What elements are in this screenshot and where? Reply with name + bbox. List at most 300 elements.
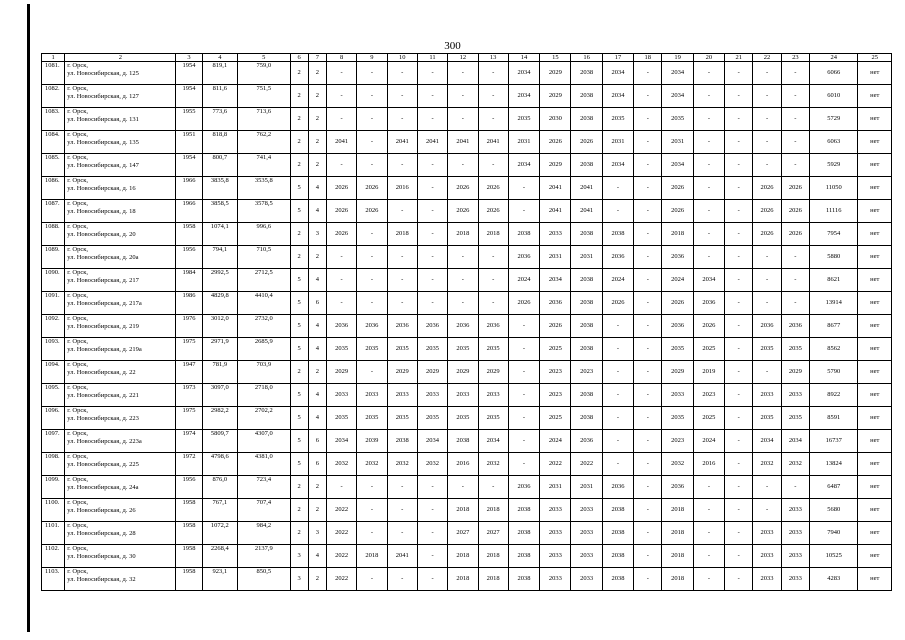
- address-street: ул. Новосибирская, д. 219а: [67, 345, 142, 353]
- table-cell: -: [725, 522, 753, 545]
- table-row: [42, 499, 892, 522]
- table-cell: -: [602, 407, 633, 430]
- table-cell: 5929: [809, 154, 858, 177]
- table-cell: нет: [858, 62, 892, 85]
- table-row: [42, 568, 892, 591]
- page-number: 300: [444, 40, 461, 52]
- column-number: 25: [858, 54, 892, 62]
- column-number: 20: [693, 54, 724, 62]
- table-cell: -: [693, 499, 724, 522]
- table-cell: 3535,8: [238, 177, 291, 200]
- address-street: ул. Новосибирская, д. 32: [67, 575, 136, 583]
- address-street: ул. Новосибирская, д. 20: [67, 230, 136, 238]
- table-cell: 2035: [602, 108, 633, 131]
- table-cell: 2026: [326, 200, 356, 223]
- table-cell: 2: [290, 108, 308, 131]
- table-cell: -: [508, 407, 539, 430]
- table-cell: 2036: [508, 476, 539, 499]
- column-number: 14: [508, 54, 539, 62]
- column-number: 5: [238, 54, 291, 62]
- table-cell: 2034: [508, 62, 539, 85]
- table-cell: -: [634, 131, 662, 154]
- table-cell: -: [326, 269, 356, 292]
- table-cell: -: [508, 453, 539, 476]
- table-cell: -: [753, 85, 781, 108]
- table-cell: 2031: [540, 476, 571, 499]
- table-cell: 781,9: [202, 361, 237, 384]
- table-cell: 710,5: [238, 246, 291, 269]
- table-cell: -: [693, 476, 724, 499]
- table-cell: 2038: [571, 407, 602, 430]
- table-cell: 10525: [809, 545, 858, 568]
- table-cell: -: [634, 430, 662, 453]
- table-cell: 2: [308, 131, 326, 154]
- table-cell: 2038: [602, 522, 633, 545]
- row-number: 1083.: [42, 108, 65, 131]
- table-cell: -: [781, 131, 809, 154]
- table-cell: 1975: [176, 338, 202, 361]
- table-cell: -: [508, 384, 539, 407]
- table-cell: 2038: [571, 384, 602, 407]
- table-cell: нет: [858, 154, 892, 177]
- table-cell: -: [753, 269, 781, 292]
- table-cell: 2018: [478, 499, 508, 522]
- table-cell: 13824: [809, 453, 858, 476]
- address-city: г. Орск,: [67, 200, 89, 207]
- table-cell: -: [448, 85, 478, 108]
- table-cell: -: [781, 154, 809, 177]
- table-cell: 2036: [326, 315, 356, 338]
- housing-register-table: [41, 53, 892, 591]
- table-row: [42, 407, 892, 430]
- table-cell: 2034: [693, 269, 724, 292]
- table-cell: -: [478, 292, 508, 315]
- address-street: ул. Новосибирская, д. 16: [67, 184, 136, 192]
- table-cell: 2: [308, 62, 326, 85]
- table-cell: 2034: [602, 62, 633, 85]
- table-cell: 2026: [662, 292, 693, 315]
- column-number: 1: [42, 54, 65, 62]
- table-cell: 2971,9: [202, 338, 237, 361]
- table-cell: 7954: [809, 223, 858, 246]
- column-number: 11: [417, 54, 447, 62]
- address-cell: [65, 430, 176, 453]
- address-city: г. Орск,: [67, 269, 89, 276]
- table-cell: 4798,6: [202, 453, 237, 476]
- table-cell: 2022: [326, 545, 356, 568]
- table-cell: -: [357, 499, 387, 522]
- address-street: ул. Новосибирская, д. 18: [67, 207, 136, 215]
- table-cell: 2041: [387, 131, 417, 154]
- table-cell: -: [725, 108, 753, 131]
- column-number: 8: [326, 54, 356, 62]
- table-cell: 2033: [781, 568, 809, 591]
- table-cell: 2041: [571, 200, 602, 223]
- table-cell: 2026: [478, 200, 508, 223]
- table-cell: 2: [290, 522, 308, 545]
- table-cell: 2026: [448, 200, 478, 223]
- table-cell: 2: [290, 246, 308, 269]
- table-cell: 4: [308, 545, 326, 568]
- table-cell: 2032: [781, 453, 809, 476]
- table-cell: 5880: [809, 246, 858, 269]
- table-cell: 4829,8: [202, 292, 237, 315]
- table-cell: -: [634, 177, 662, 200]
- table-cell: -: [634, 108, 662, 131]
- address-street: ул. Новосибирская, д. 217а: [67, 299, 142, 307]
- table-cell: 767,1: [202, 499, 237, 522]
- table-cell: -: [634, 269, 662, 292]
- table-cell: 1955: [176, 108, 202, 131]
- table-cell: -: [387, 108, 417, 131]
- table-cell: -: [357, 269, 387, 292]
- table-cell: 2026: [478, 177, 508, 200]
- table-cell: 2036: [571, 430, 602, 453]
- table-cell: 2026: [662, 177, 693, 200]
- table-row: [42, 246, 892, 269]
- address-cell: [65, 545, 176, 568]
- column-number: 4: [202, 54, 237, 62]
- table-cell: 2: [290, 62, 308, 85]
- table-cell: нет: [858, 292, 892, 315]
- column-number: 13: [478, 54, 508, 62]
- table-cell: 2033: [781, 545, 809, 568]
- table-cell: 2036: [602, 476, 633, 499]
- table-row: [42, 269, 892, 292]
- table-row: [42, 131, 892, 154]
- row-number: 1090.: [42, 269, 65, 292]
- table-cell: 2035: [387, 338, 417, 361]
- table-cell: 2026: [357, 177, 387, 200]
- table-cell: 2033: [781, 499, 809, 522]
- table-cell: -: [781, 85, 809, 108]
- table-cell: -: [602, 384, 633, 407]
- table-cell: -: [448, 269, 478, 292]
- table-cell: 2268,4: [202, 545, 237, 568]
- table-cell: -: [634, 384, 662, 407]
- table-cell: 2038: [571, 154, 602, 177]
- table-cell: -: [508, 430, 539, 453]
- table-cell: 2: [290, 361, 308, 384]
- table-cell: 2702,2: [238, 407, 291, 430]
- table-cell: нет: [858, 108, 892, 131]
- table-cell: -: [417, 154, 447, 177]
- table-cell: 2029: [478, 361, 508, 384]
- table-cell: 2992,5: [202, 269, 237, 292]
- table-cell: -: [448, 476, 478, 499]
- address-cell: [65, 499, 176, 522]
- table-cell: 4: [308, 177, 326, 200]
- table-cell: 2038: [508, 223, 539, 246]
- table-cell: 2018: [662, 499, 693, 522]
- table-cell: 2038: [571, 85, 602, 108]
- table-cell: 4: [308, 338, 326, 361]
- table-cell: 2032: [326, 453, 356, 476]
- table-cell: -: [387, 269, 417, 292]
- table-cell: 8591: [809, 407, 858, 430]
- column-number: 12: [448, 54, 478, 62]
- table-cell: -: [725, 177, 753, 200]
- table-cell: 2: [308, 499, 326, 522]
- row-number: 1089.: [42, 246, 65, 269]
- table-cell: 2033: [478, 384, 508, 407]
- table-cell: 2038: [448, 430, 478, 453]
- table-cell: 2035: [357, 338, 387, 361]
- table-cell: 2025: [540, 338, 571, 361]
- table-cell: 2029: [540, 85, 571, 108]
- table-cell: нет: [858, 384, 892, 407]
- table-cell: 4283: [809, 568, 858, 591]
- address-city: г. Орск,: [67, 407, 89, 414]
- table-cell: 11050: [809, 177, 858, 200]
- table-cell: 1074,1: [202, 223, 237, 246]
- table-cell: -: [693, 177, 724, 200]
- table-cell: -: [753, 361, 781, 384]
- table-cell: нет: [858, 223, 892, 246]
- table-cell: 2039: [357, 430, 387, 453]
- table-cell: 2036: [662, 476, 693, 499]
- table-cell: -: [417, 545, 447, 568]
- address-cell: [65, 315, 176, 338]
- table-cell: 2036: [448, 315, 478, 338]
- table-cell: 2018: [662, 223, 693, 246]
- table-cell: -: [326, 62, 356, 85]
- table-cell: 741,4: [238, 154, 291, 177]
- table-cell: 2038: [602, 545, 633, 568]
- table-cell: 2018: [387, 223, 417, 246]
- table-cell: 794,1: [202, 246, 237, 269]
- address-city: г. Орск,: [67, 315, 89, 322]
- table-cell: 1954: [176, 85, 202, 108]
- table-cell: -: [725, 223, 753, 246]
- table-cell: -: [357, 154, 387, 177]
- table-cell: 819,1: [202, 62, 237, 85]
- table-cell: -: [725, 499, 753, 522]
- table-cell: -: [725, 246, 753, 269]
- table-cell: 1958: [176, 545, 202, 568]
- table-cell: 2036: [417, 315, 447, 338]
- table-cell: 2033: [540, 545, 571, 568]
- table-cell: 2030: [540, 108, 571, 131]
- table-cell: -: [753, 246, 781, 269]
- table-cell: 5: [290, 384, 308, 407]
- column-number: 21: [725, 54, 753, 62]
- table-cell: 2035: [478, 338, 508, 361]
- table-cell: -: [781, 476, 809, 499]
- table-cell: 800,7: [202, 154, 237, 177]
- table-cell: 3: [290, 568, 308, 591]
- table-cell: -: [753, 108, 781, 131]
- table-cell: 2982,2: [202, 407, 237, 430]
- table-cell: -: [417, 62, 447, 85]
- table-cell: 2026: [753, 200, 781, 223]
- table-cell: 2712,5: [238, 269, 291, 292]
- table-cell: 2033: [357, 384, 387, 407]
- table-cell: 2022: [326, 522, 356, 545]
- table-cell: -: [357, 223, 387, 246]
- address-street: ул. Новосибирская, д. 147: [67, 161, 139, 169]
- table-cell: 2023: [540, 361, 571, 384]
- table-cell: -: [634, 246, 662, 269]
- table-cell: 2022: [326, 499, 356, 522]
- table-cell: 2: [290, 223, 308, 246]
- table-row: [42, 522, 892, 545]
- table-cell: нет: [858, 338, 892, 361]
- row-number: 1091.: [42, 292, 65, 315]
- table-cell: 811,6: [202, 85, 237, 108]
- row-number: 1087.: [42, 200, 65, 223]
- table-cell: нет: [858, 269, 892, 292]
- table-cell: 11116: [809, 200, 858, 223]
- table-cell: 2031: [602, 131, 633, 154]
- table-cell: -: [693, 85, 724, 108]
- table-cell: -: [417, 568, 447, 591]
- table-cell: нет: [858, 430, 892, 453]
- address-street: ул. Новосибирская, д. 223а: [67, 437, 142, 445]
- row-number: 1088.: [42, 223, 65, 246]
- table-cell: 6: [308, 453, 326, 476]
- table-cell: 2036: [357, 315, 387, 338]
- table-cell: -: [725, 545, 753, 568]
- table-cell: 2035: [753, 338, 781, 361]
- table-cell: -: [448, 292, 478, 315]
- table-cell: -: [725, 131, 753, 154]
- address-city: г. Орск,: [67, 430, 89, 437]
- table-cell: -: [693, 246, 724, 269]
- table-cell: 2026: [448, 177, 478, 200]
- table-cell: 2026: [540, 131, 571, 154]
- table-cell: 3012,0: [202, 315, 237, 338]
- table-cell: 6: [308, 430, 326, 453]
- table-cell: -: [448, 62, 478, 85]
- address-street: ул. Новосибирская, д. 127: [67, 92, 139, 100]
- table-cell: 3578,5: [238, 200, 291, 223]
- table-cell: 2033: [540, 568, 571, 591]
- table-row: [42, 200, 892, 223]
- address-city: г. Орск,: [67, 338, 89, 345]
- table-cell: -: [387, 476, 417, 499]
- table-cell: нет: [858, 315, 892, 338]
- table-cell: 2031: [662, 131, 693, 154]
- row-number: 1102.: [42, 545, 65, 568]
- table-row: [42, 315, 892, 338]
- table-cell: 2038: [571, 338, 602, 361]
- table-cell: 2033: [571, 522, 602, 545]
- table-cell: 1956: [176, 246, 202, 269]
- table-cell: 751,5: [238, 85, 291, 108]
- address-street: ул. Новосибирская, д. 217: [67, 276, 139, 284]
- address-cell: [65, 200, 176, 223]
- table-cell: -: [634, 453, 662, 476]
- table-cell: -: [326, 154, 356, 177]
- table-cell: 2032: [417, 453, 447, 476]
- column-number-row: [42, 54, 892, 62]
- table-cell: 1984: [176, 269, 202, 292]
- table-cell: 2029: [448, 361, 478, 384]
- table-cell: 2026: [508, 292, 539, 315]
- table-cell: 2031: [508, 131, 539, 154]
- table-row: [42, 85, 892, 108]
- table-cell: 5: [290, 407, 308, 430]
- table-cell: 1986: [176, 292, 202, 315]
- table-cell: 2: [308, 85, 326, 108]
- table-cell: 2026: [602, 292, 633, 315]
- table-cell: 2035: [387, 407, 417, 430]
- table-cell: 2033: [540, 522, 571, 545]
- table-cell: 2033: [753, 545, 781, 568]
- table-cell: нет: [858, 131, 892, 154]
- table-cell: 2718,0: [238, 384, 291, 407]
- address-cell: [65, 407, 176, 430]
- table-cell: -: [478, 108, 508, 131]
- table-cell: 2034: [781, 430, 809, 453]
- table-cell: 2029: [417, 361, 447, 384]
- table-cell: -: [387, 200, 417, 223]
- column-number: 17: [602, 54, 633, 62]
- table-cell: 1947: [176, 361, 202, 384]
- table-cell: 4307,0: [238, 430, 291, 453]
- table-cell: 2023: [540, 384, 571, 407]
- table-cell: 2036: [602, 246, 633, 269]
- table-cell: -: [448, 108, 478, 131]
- table-cell: 4: [308, 269, 326, 292]
- table-cell: 2038: [571, 108, 602, 131]
- table-cell: 2026: [326, 223, 356, 246]
- table-cell: 3: [308, 522, 326, 545]
- table-cell: 984,2: [238, 522, 291, 545]
- table-cell: 996,6: [238, 223, 291, 246]
- table-cell: 2034: [417, 430, 447, 453]
- table-cell: -: [357, 85, 387, 108]
- table-row: [42, 223, 892, 246]
- table-cell: -: [417, 269, 447, 292]
- table-cell: -: [357, 361, 387, 384]
- table-cell: 2034: [478, 430, 508, 453]
- column-number: 10: [387, 54, 417, 62]
- table-cell: -: [387, 246, 417, 269]
- column-number: 15: [540, 54, 571, 62]
- table-cell: 2: [290, 154, 308, 177]
- table-row: [42, 361, 892, 384]
- address-city: г. Орск,: [67, 154, 89, 161]
- address-city: г. Орск,: [67, 223, 89, 230]
- table-cell: 2035: [448, 407, 478, 430]
- table-cell: -: [387, 522, 417, 545]
- table-cell: 2038: [602, 499, 633, 522]
- table-cell: -: [634, 522, 662, 545]
- table-cell: -: [634, 223, 662, 246]
- table-cell: 2036: [662, 315, 693, 338]
- row-number: 1085.: [42, 154, 65, 177]
- table-cell: 2036: [693, 292, 724, 315]
- table-cell: 2035: [417, 338, 447, 361]
- table-cell: -: [634, 476, 662, 499]
- address-cell: [65, 131, 176, 154]
- table-cell: -: [357, 522, 387, 545]
- table-cell: -: [387, 568, 417, 591]
- table-cell: 2035: [662, 108, 693, 131]
- address-city: г. Орск,: [67, 453, 89, 460]
- table-cell: 2035: [781, 407, 809, 430]
- table-row: [42, 177, 892, 200]
- table-cell: 3097,0: [202, 384, 237, 407]
- table-cell: 2033: [571, 499, 602, 522]
- table-cell: 923,1: [202, 568, 237, 591]
- table-cell: 2034: [662, 154, 693, 177]
- table-cell: 2033: [540, 223, 571, 246]
- address-cell: [65, 338, 176, 361]
- table-cell: 1951: [176, 131, 202, 154]
